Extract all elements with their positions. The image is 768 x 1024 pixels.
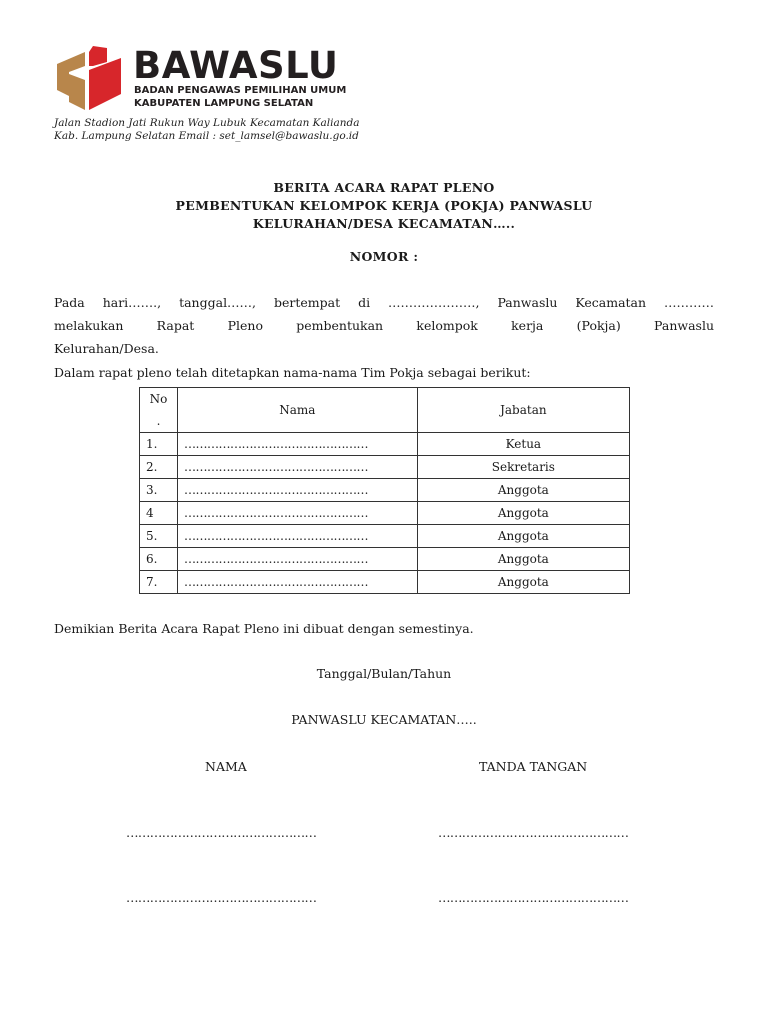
table-row	[140, 433, 630, 456]
row-jabatan: Anggota	[417, 525, 629, 548]
bawaslu-logo	[55, 44, 345, 116]
paragraph-line-2: melakukan Rapat Pleno pembentukan kelompok kerja (Pokja) Panwaslu	[54, 318, 714, 333]
table-row	[140, 479, 630, 502]
name-line-1: …………………………………………	[126, 825, 317, 840]
row-nama: …………………………………………	[177, 433, 417, 456]
organization-label: PANWASLU KECAMATAN…..	[291, 712, 477, 727]
row-no: 6.	[140, 548, 178, 571]
paragraph-line-1: Pada hari……., tanggal……, bertempat di …………………, Panwaslu Kecamatan …………	[54, 295, 714, 310]
table-header-row	[140, 388, 630, 433]
table-row	[140, 571, 630, 594]
header-jabatan: Jabatan	[417, 388, 629, 433]
signature-line-1: …………………………………………	[438, 825, 629, 840]
row-jabatan: Anggota	[417, 479, 629, 502]
letterhead-address	[54, 117, 360, 143]
document-number: NOMOR :	[349, 249, 419, 264]
row-jabatan: Anggota	[417, 548, 629, 571]
row-no: 4	[140, 502, 178, 525]
logo-subtitle-1: BADAN PENGAWAS PEMILIHAN UMUM	[134, 85, 347, 96]
table-row	[140, 502, 630, 525]
row-no: 3.	[140, 479, 178, 502]
row-nama: …………………………………………	[177, 525, 417, 548]
table-row	[140, 456, 630, 479]
row-no: 5.	[140, 525, 178, 548]
title-line-3: KELURAHAN/DESA KECAMATAN…..	[252, 216, 516, 231]
row-jabatan: Anggota	[417, 502, 629, 525]
row-no: 1.	[140, 433, 178, 456]
row-no: 7.	[140, 571, 178, 594]
name-line-2: …………………………………………	[126, 890, 317, 905]
address-line-2: Kab. Lampung Selatan Email : set_lamsel@bawaslu.go.id	[54, 130, 359, 142]
header-nama: Nama	[177, 388, 417, 433]
title-line-2: PEMBENTUKAN KELOMPOK KERJA (POKJA) PANWASLU	[175, 198, 593, 213]
row-nama: …………………………………………	[177, 502, 417, 525]
address-line-1: Jalan Stadion Jati Rukun Way Lubuk Kecamatan Kalianda	[54, 117, 360, 129]
closing-statement: Demikian Berita Acara Rapat Pleno ini dibuat dengan semestinya.	[54, 621, 474, 636]
logo-subtitle-2: KABUPATEN LAMPUNG SELATAN	[134, 98, 314, 109]
row-jabatan: Anggota	[417, 571, 629, 594]
opening-paragraph	[54, 291, 714, 360]
table-row	[140, 548, 630, 571]
paragraph-line-3: Kelurahan/Desa.	[54, 341, 159, 356]
title-line-1: BERITA ACARA RAPAT PLENO	[273, 180, 495, 195]
date-label: Tanggal/Bulan/Tahun	[316, 666, 452, 681]
row-nama: …………………………………………	[177, 456, 417, 479]
row-jabatan: Sekretaris	[417, 456, 629, 479]
logo-wordmark: BAWASLU	[133, 44, 339, 87]
row-nama: …………………………………………	[177, 479, 417, 502]
row-nama: …………………………………………	[177, 571, 417, 594]
row-nama: …………………………………………	[177, 548, 417, 571]
table-intro-paragraph: Dalam rapat pleno telah ditetapkan nama-nama Tim Pokja sebagai berikut:	[54, 365, 531, 380]
bawaslu-emblem-icon	[55, 44, 125, 114]
header-no: No .	[140, 388, 178, 433]
pokja-members-table	[139, 387, 630, 594]
row-no: 2.	[140, 456, 178, 479]
name-column-label: NAMA	[205, 759, 247, 774]
row-jabatan: Ketua	[417, 433, 629, 456]
table-row	[140, 525, 630, 548]
signature-line-2: …………………………………………	[438, 890, 629, 905]
signature-column-label: TANDA TANGAN	[479, 759, 588, 774]
